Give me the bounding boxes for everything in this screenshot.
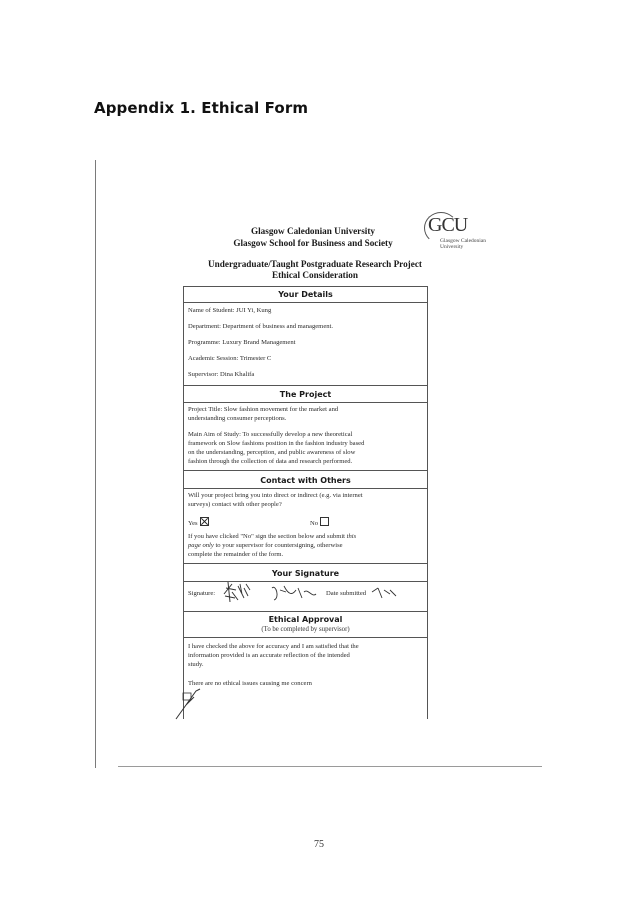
department: Department: Department of business and management. <box>188 323 334 330</box>
contact-note-line1 <box>188 533 356 542</box>
supervisor: Supervisor: Dina Khalifa <box>188 371 255 378</box>
yes-checkbox[interactable] <box>200 517 209 526</box>
date-submitted-label: Date submitted <box>326 590 367 597</box>
yes-label: Yes <box>188 520 198 527</box>
main-aim-line2: framework on Slow fashions position in the fashion industry based <box>188 440 365 447</box>
form-subtitle: Ethical Consideration <box>271 270 358 280</box>
main-aim-line4: fashion through the collection of data and research performed. <box>188 458 353 465</box>
signature-label: Signature: <box>188 590 216 597</box>
scan-edge-left <box>95 160 96 768</box>
page-number: 75 <box>314 839 324 850</box>
no-option[interactable] <box>310 517 329 529</box>
appendix-heading: Appendix 1. Ethical Form <box>94 99 309 117</box>
main-aim-line1: Main Aim of Study: To successfully develop a new theoretical <box>188 431 353 438</box>
divider <box>184 385 427 386</box>
university-name: Glasgow Caledonian University <box>250 226 376 236</box>
main-aim-line3: on the understanding, perception, and public awareness of slow <box>188 449 356 456</box>
divider <box>184 611 427 612</box>
scan-edge-bottom <box>118 766 542 767</box>
signature-heading: Your Signature <box>271 569 340 578</box>
divider <box>184 488 427 489</box>
divider <box>184 563 427 564</box>
contact-question-line1: Will your project bring you into direct or indirect (e.g. via internet <box>188 492 363 499</box>
programme: Programme: Luxury Brand Management <box>188 339 296 346</box>
project-title-line1: Project Title: Slow fashion movement for the market and <box>188 406 339 413</box>
project-title-line2: understanding consumer perceptions. <box>188 415 287 422</box>
contact-question-line2: surveys) contact with other people? <box>188 501 282 508</box>
logo-text-line2: University <box>440 244 464 250</box>
approval-line1: I have checked the above for accuracy and I am satisfied that the <box>188 643 359 650</box>
academic-session: Academic Session: Trimester C <box>188 355 272 362</box>
divider <box>184 470 427 471</box>
handwritten-signature-icon <box>222 580 400 606</box>
gcu-logo <box>428 214 498 256</box>
yes-option[interactable] <box>188 517 209 529</box>
contact-heading: Contact with Others <box>260 476 351 485</box>
approval-line2: information provided is an accurate reflection of the intended <box>188 652 350 659</box>
the-project-heading: The Project <box>279 390 332 399</box>
logo-text <box>440 238 486 250</box>
note-emphasis: page only <box>188 542 214 549</box>
supervisor-checkmark-icon <box>174 687 214 721</box>
divider <box>184 302 427 303</box>
note-text: to your supervisor for countersigning, otherwise <box>213 542 343 549</box>
approval-subheading: (To be completed by supervisor) <box>261 626 350 633</box>
logo-text-line1: Glasgow Caledonian <box>440 238 486 244</box>
no-checkbox[interactable] <box>320 517 329 526</box>
divider <box>184 402 427 403</box>
divider <box>184 637 427 638</box>
approval-heading: Ethical Approval <box>268 615 343 624</box>
your-details-heading: Your Details <box>278 290 333 299</box>
no-label: No <box>310 520 319 527</box>
approval-line4: There are no ethical issues causing me concern <box>188 680 312 687</box>
note-text: If you have clicked "No" sign the section below and submit <box>188 533 347 540</box>
student-name: Name of Student: JUI Yi, Kung <box>188 307 272 314</box>
ethical-form-box <box>183 286 428 719</box>
contact-note-line3: complete the remainder of the form. <box>188 551 284 558</box>
logo-letters: GCU <box>428 214 468 236</box>
approval-line3: study. <box>188 661 204 668</box>
school-name: Glasgow School for Business and Society <box>233 238 393 248</box>
contact-note-line2 <box>188 542 343 551</box>
form-title: Undergraduate/Taught Postgraduate Research Project <box>208 259 422 269</box>
note-emphasis: this <box>346 533 357 540</box>
